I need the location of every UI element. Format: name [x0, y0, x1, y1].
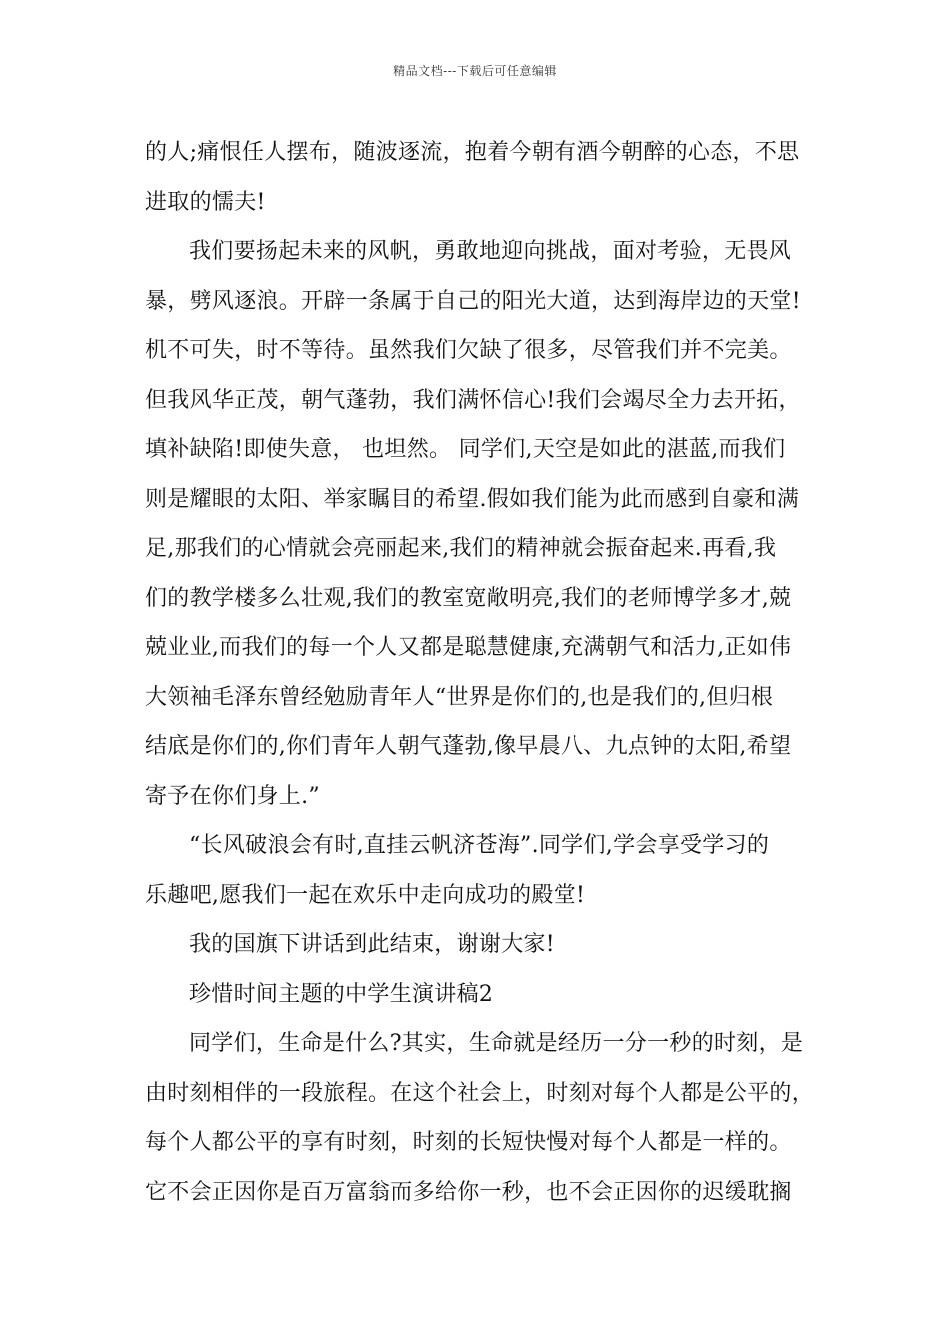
text-line: 们的教学楼多么壮观,我们的教室宽敞明亮,我们的老师博学多才,兢 [145, 585, 792, 611]
text-line: 的人;痛恨任人摆布，随波逐流，抱着今朝有酒今朝醉的心态，不思 [145, 140, 800, 165]
text-line: 我的国旗下讲话到此结束，谢谢大家! [189, 932, 555, 957]
text-line: 兢业业,而我们的每一个人又都是聪慧健康,充满朝气和活力,正如伟 [145, 635, 792, 660]
text-line: 同学们，生命是什么?其实，生命就是经历一分一秒的时刻，是 [189, 1031, 804, 1056]
text-line: 填补缺陷!即使失意， 也坦然。 同学们,天空是如此的湛蓝,而我们 [145, 437, 786, 462]
text-line: 寄予在你们身上.” [145, 783, 320, 809]
text-line: 大领袖毛泽东曾经勉励青年人“世界是你们的,也是我们的,但归根 [145, 684, 774, 710]
text-line: “长风破浪会有时,直挂云帆济苍海”.同学们,学会享受学习的 [189, 833, 770, 858]
text-line: 珍惜时间主题的中学生演讲稿2 [189, 981, 494, 1007]
text-line: 则是耀眼的太阳、举家瞩目的希望.假如我们能为此而感到自豪和满 [145, 486, 799, 512]
text-line: 但我风华正茂，朝气蓬勃，我们满怀信心!我们会竭尽全力去开拓， [145, 387, 801, 413]
text-line: 机不可失，时不等待。虽然我们欠缺了很多，尽管我们并不完美。 [145, 338, 792, 363]
text-line: 我们要扬起未来的风帆，勇敢地迎向挑战，面对考验，无畏风 [189, 239, 792, 264]
text-line: 每个人都公平的享有时刻，时刻的长短快慢对每个人都是一样的。 [145, 1130, 792, 1155]
text-line: 乐趣吧,愿我们一起在欢乐中走向成功的殿堂! [145, 882, 586, 908]
text-line: 进取的懦夫! [145, 189, 266, 215]
text-line: 结底是你们的,你们青年人朝气蓬勃,像早晨八、九点钟的太阳,希望 [145, 734, 792, 759]
document-body [145, 128, 815, 1217]
text-line: 足,那我们的心情就会亮丽起来,我们的精神就会振奋起来.再看,我 [145, 536, 777, 561]
text-line: 由时刻相伴的一段旅程。在这个社会上，时刻对每个人都是公平的， [145, 1080, 815, 1106]
page-header: 精品文档---下载后可任意编辑 [393, 64, 557, 78]
text-line: 暴，劈风逐浪。开辟一条属于自己的阳光大道，达到海岸边的天堂! [145, 288, 801, 314]
text-line: 它不会正因你是百万富翁而多给你一秒，也不会正因你的迟缓耽搁 [145, 1179, 792, 1205]
